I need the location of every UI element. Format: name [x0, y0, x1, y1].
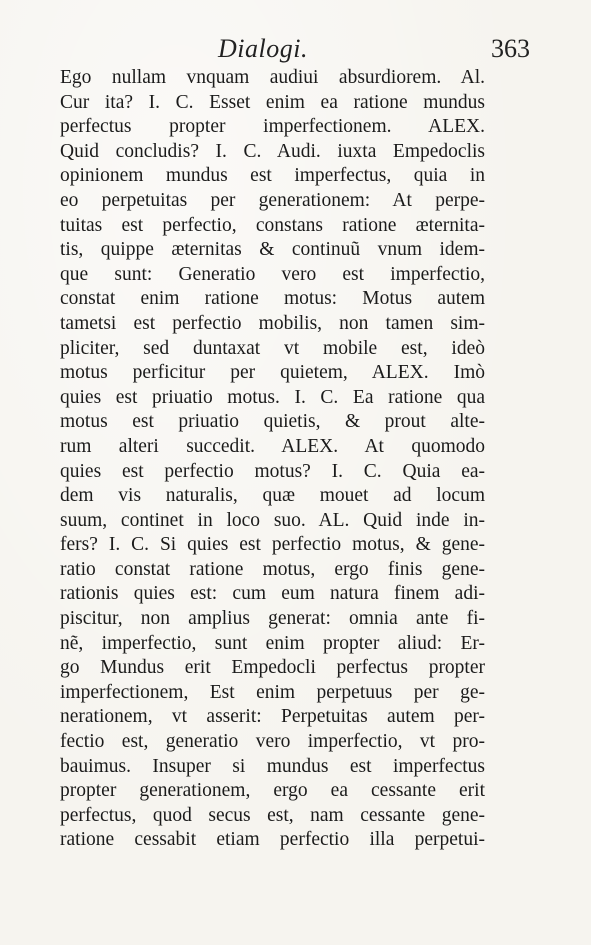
text-line: piscitur, non amplius generat: omnia ante fi- — [60, 608, 485, 630]
text-line: motus est priuatio quietis, & prout alte- — [60, 411, 485, 433]
text-line: nẽ, imperfectio, sunt enim propter aliud: Er- — [60, 632, 485, 654]
text-line: quies est priuatio motus. I. C. Ea ratione qua — [60, 386, 485, 408]
text-line: Quid concludis? I. C. Audi. iuxta Empedoclis — [60, 140, 485, 162]
text-line: tis, quippe æternitas & continuũ vnum idem- — [60, 239, 485, 261]
text-line: suum, continet in loco suo. AL. Quid inde in- — [60, 509, 485, 531]
text-line: rum alteri succedit. ALEX. At quomodo — [60, 435, 485, 457]
text-line: perfectus propter imperfectionem. ALEX. — [60, 116, 485, 138]
text-line: motus perficitur per quietem, ALEX. Imò — [60, 362, 485, 384]
text-line: fectio est, generatio vero imperfectio, vt pro- — [60, 731, 485, 753]
text-line: que sunt: Generatio vero est imperfectio, — [60, 263, 485, 285]
text-line: bauimus. Insuper si mundus est imperfectus — [60, 755, 485, 777]
text-line: ratio constat ratione motus, ergo finis gene- — [60, 558, 485, 580]
text-line: eo perpetuitas per generationem: At perpe- — [60, 189, 485, 211]
text-line: constat enim ratione motus: Motus autem — [60, 288, 485, 310]
text-block — [60, 66, 485, 853]
page-number: 363 — [491, 34, 530, 63]
text-line: fers? I. C. Si quies est perfectio motus, & gene- — [60, 534, 485, 556]
text-line: nerationem, vt asserit: Perpetuitas autem per- — [60, 706, 485, 728]
text-line: tametsi est perfectio mobilis, non tamen sim- — [60, 312, 485, 334]
text-line: propter generationem, ergo ea cessante erit — [60, 780, 485, 802]
text-line: tuitas est perfectio, constans ratione æternita- — [60, 214, 485, 236]
text-line: pliciter, sed duntaxat vt mobile est, ideò — [60, 337, 485, 359]
text-line: go Mundus erit Empedocli perfectus propter — [60, 657, 485, 679]
running-head: Dialogi. — [218, 34, 308, 63]
text-line: ratione cessabit etiam perfectio illa perpetui- — [60, 829, 485, 851]
text-line: Cur ita? I. C. Esset enim ea ratione mundus — [60, 91, 485, 113]
text-line: Ego nullam vnquam audiui absurdiorem. Al. — [60, 67, 485, 88]
text-line: rationis quies est: cum eum natura finem adi- — [60, 583, 485, 605]
text-line: dem vis naturalis, quæ mouet ad locum — [60, 485, 485, 507]
text-line: perfectus, quod secus est, nam cessante gene- — [60, 804, 485, 826]
text-line: quies est perfectio motus? I. C. Quia ea- — [60, 460, 485, 482]
text-line: opinionem mundus est imperfectus, quia in — [60, 165, 485, 187]
text-line: imperfectionem, Est enim perpetuus per ge- — [60, 681, 485, 703]
